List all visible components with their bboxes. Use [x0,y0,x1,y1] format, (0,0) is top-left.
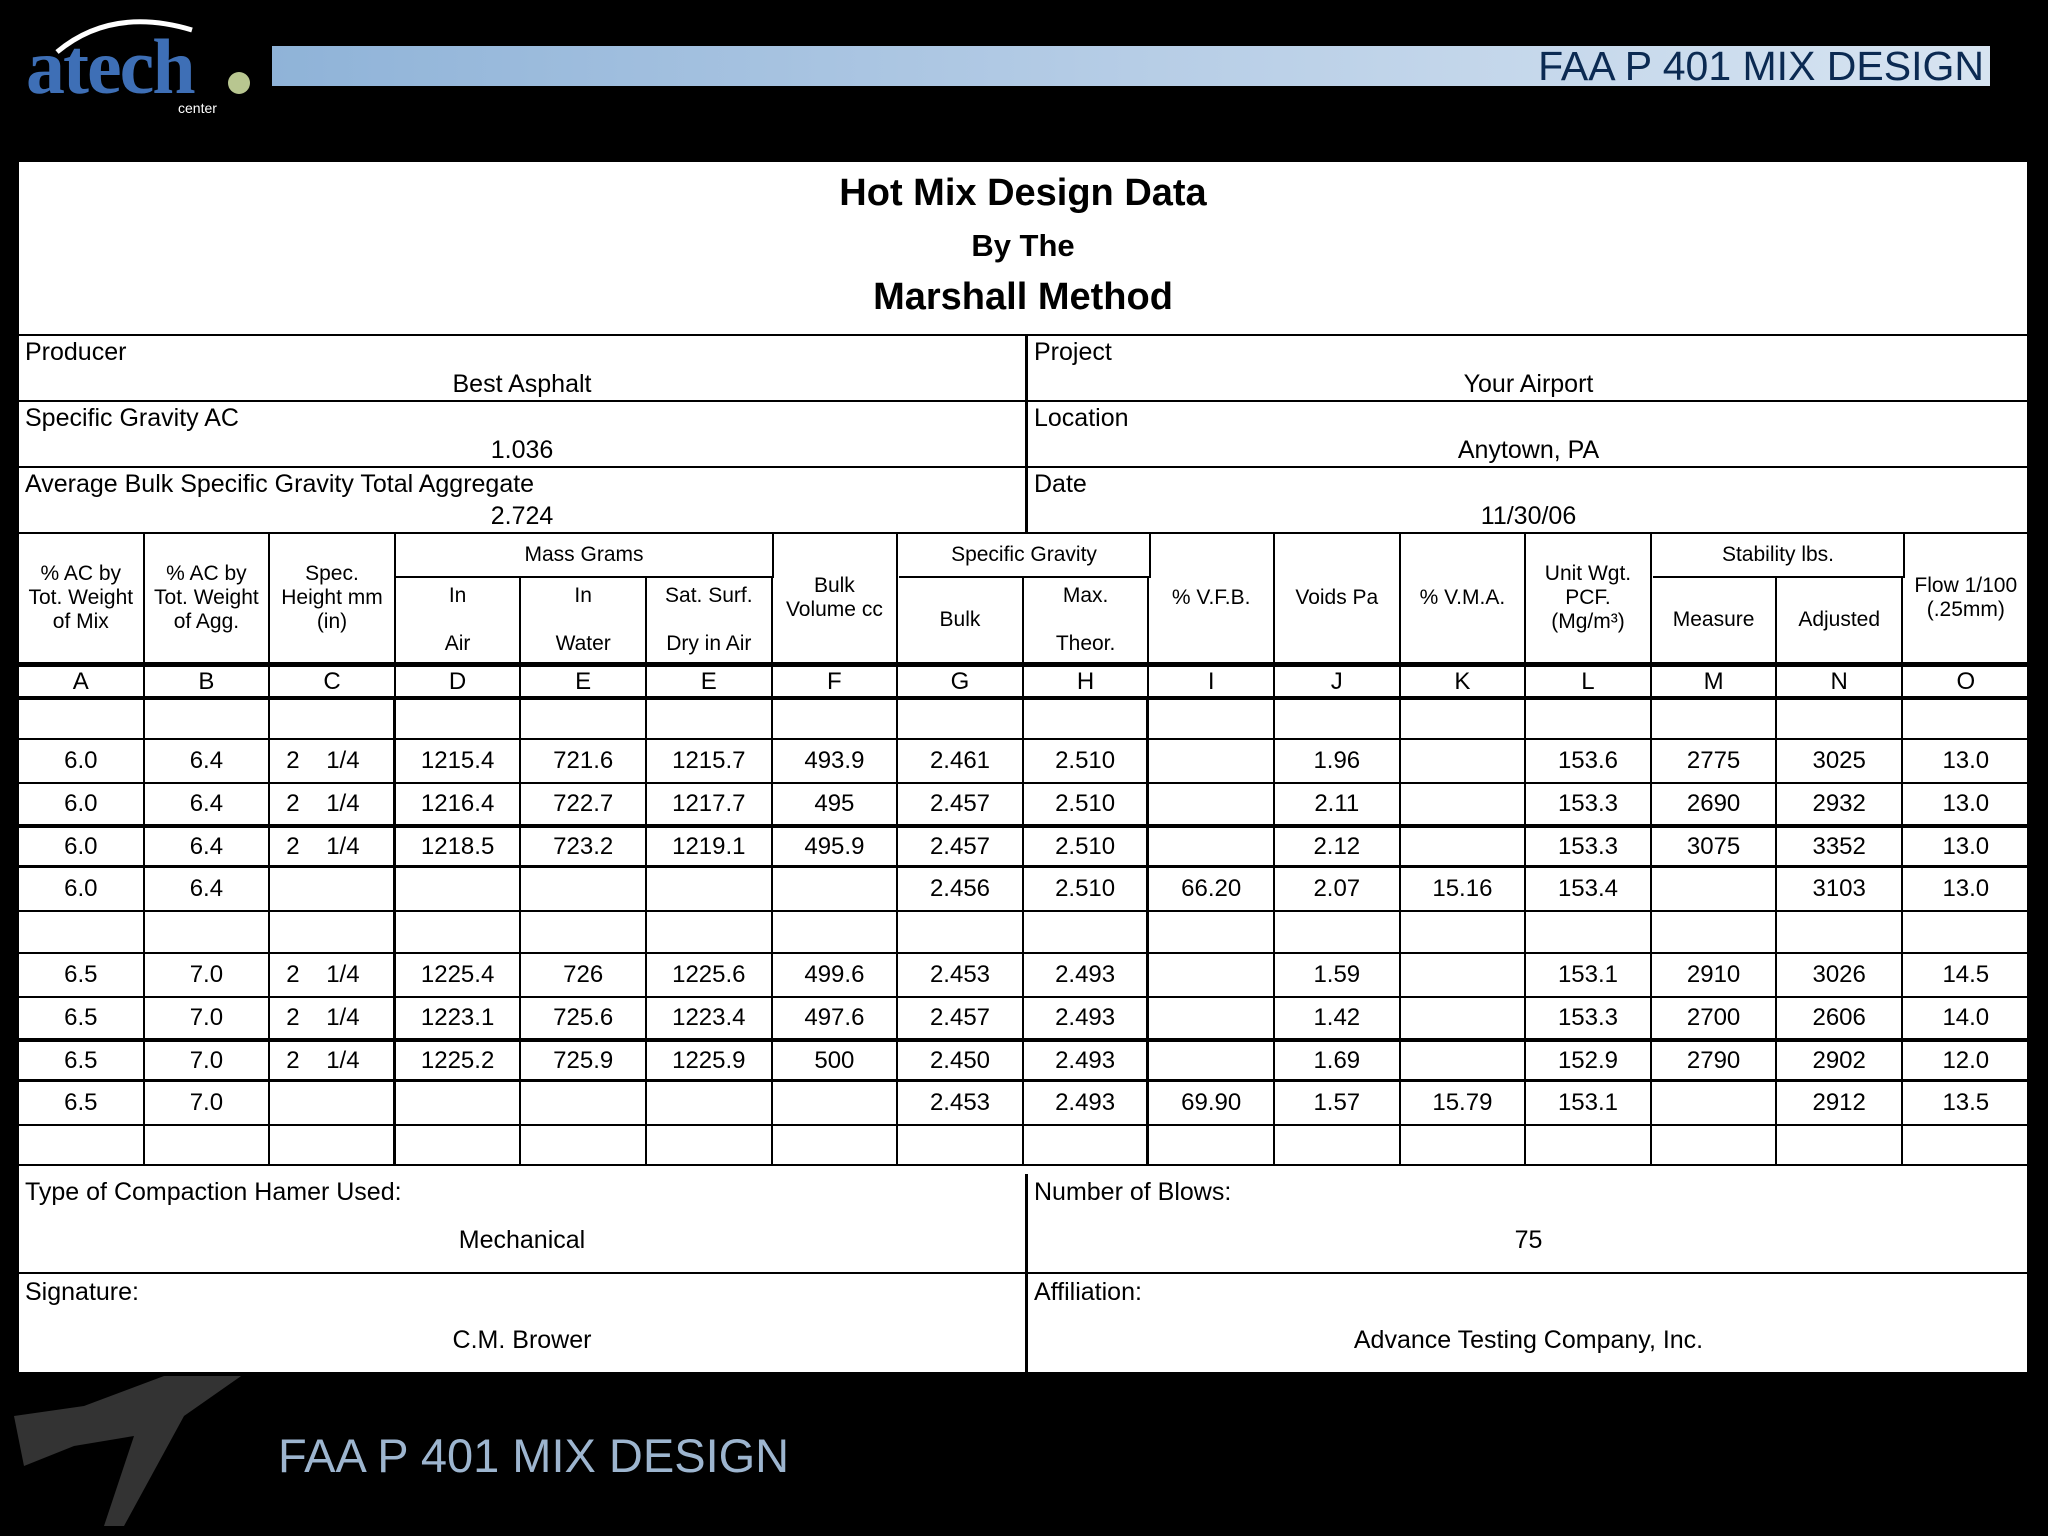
table-cell [1652,700,1778,740]
table-cell: 3075 [1652,826,1778,868]
column-header: % V.F.B. [1149,534,1275,664]
table-cell: 2 1/4 [270,784,396,826]
table-cell [1652,1126,1778,1166]
table-cell: 2.457 [898,784,1024,826]
date-label: Date [1034,470,1087,498]
table-cell [19,1126,145,1166]
table-cell [1024,1126,1150,1166]
table-cell [521,912,647,954]
column-header: Measure [1652,578,1778,664]
table-cell: 2.461 [898,740,1024,784]
location-value: Anytown, PA [1457,436,1600,464]
header-title: FAA P 401 MIX DESIGN [1538,43,1984,89]
table-cell [1149,954,1275,998]
table-cell: 3352 [1777,826,1903,868]
table-cell: 15.79 [1401,1082,1527,1126]
table-cell: 6.5 [19,1082,145,1126]
table-cell [396,1126,522,1166]
table-cell: 1.57 [1275,1082,1401,1126]
table-cell [19,912,145,954]
location-label: Location [1034,404,1129,432]
table-cell [1401,1040,1527,1082]
table-cell [1652,868,1778,912]
table-cell [145,912,271,954]
table-cell [647,1082,773,1126]
column-letter: N [1777,664,1903,700]
column-letter: M [1652,664,1778,700]
table-cell [773,868,899,912]
date-field [1025,468,2029,534]
column-header: Spec. Height mm (in) [270,534,396,664]
logo-subtext: center [178,100,217,116]
table-cell: 6.5 [19,954,145,998]
table-cell [1401,912,1527,954]
abs-field [19,468,1025,534]
table-cell [1149,826,1275,868]
table-cell [270,1126,396,1166]
date-value: 11/30/06 [1480,502,1577,530]
table-cell: 2932 [1777,784,1903,826]
shark-watermark-icon [14,1376,264,1536]
column-header: Bulk [898,578,1024,664]
table-cell [270,912,396,954]
column-header: Flow 1/100 (.25mm) [1903,534,2029,664]
table-cell: 6.4 [145,826,271,868]
table-cell [1149,784,1275,826]
affiliation-field [1025,1274,2029,1374]
table-cell: 725.9 [521,1040,647,1082]
group-header-sg: Specific Gravity [899,534,1151,578]
table-cell [647,700,773,740]
blows-field [1025,1174,2029,1274]
table-cell: 2.453 [898,954,1024,998]
table-cell [396,700,522,740]
table-cell [396,868,522,912]
table-cell: 12.0 [1903,1040,2029,1082]
table-cell [521,868,647,912]
table-cell: 495 [773,784,899,826]
compaction-field [19,1174,1025,1274]
table-cell: 1.42 [1275,998,1401,1040]
table-cell [396,912,522,954]
table-cell: 721.6 [521,740,647,784]
table-cell: 1218.5 [396,826,522,868]
table-cell [1401,998,1527,1040]
table-cell: 1215.7 [647,740,773,784]
table-cell: 2.493 [1024,954,1150,998]
table-cell [1526,1126,1652,1166]
table-cell [647,912,773,954]
footer-title: FAA P 401 MIX DESIGN [278,1429,790,1482]
signature-value: C.M. Brower [452,1326,592,1354]
producer-field [19,336,1025,402]
table-cell: 2912 [1777,1082,1903,1126]
table-cell: 6.4 [145,784,271,826]
table-cell [1526,700,1652,740]
table-cell [1275,1126,1401,1166]
table-cell [1401,826,1527,868]
table-cell [1024,700,1150,740]
table-cell [396,1082,522,1126]
table-cell: 153.3 [1526,784,1652,826]
mix-design-form [17,160,2029,1374]
table-cell [1149,740,1275,784]
column-header: Sat. Surf. Dry in Air [647,578,773,664]
column-letter: F [773,664,899,700]
table-cell [1024,912,1150,954]
table-cell: 6.0 [19,868,145,912]
sg-ac-label: Specific Gravity AC [25,404,239,432]
table-cell: 2.510 [1024,868,1150,912]
table-cell [898,1126,1024,1166]
table-cell: 2775 [1652,740,1778,784]
column-letter: L [1526,664,1652,700]
table-cell: 14.5 [1903,954,2029,998]
abs-value: 2.724 [490,502,554,530]
column-header: Unit Wgt. PCF. (Mg/m³) [1526,534,1652,664]
table-cell [773,1126,899,1166]
table-cell: 2.12 [1275,826,1401,868]
table-cell [270,868,396,912]
logo-dot-icon [228,72,250,94]
column-letter: A [19,664,145,700]
atech-logo [22,14,262,114]
table-cell: 1215.4 [396,740,522,784]
table-cell: 2.493 [1024,1082,1150,1126]
column-letter: B [145,664,271,700]
location-field [1025,402,2029,468]
column-header: % AC by Tot. Weight of Agg. [145,534,271,664]
column-letter: E [521,664,647,700]
table-cell: 2.510 [1024,784,1150,826]
table-cell [145,1126,271,1166]
affiliation-label: Affiliation: [1034,1278,1142,1306]
table-cell: 153.3 [1526,998,1652,1040]
table-cell: 1225.2 [396,1040,522,1082]
table-cell: 2.457 [898,826,1024,868]
table-cell [898,700,1024,740]
table-cell [521,1126,647,1166]
table-cell: 6.5 [19,1040,145,1082]
table-cell: 13.0 [1903,826,2029,868]
table-cell: 15.16 [1401,868,1527,912]
table-cell [1652,912,1778,954]
table-cell [270,700,396,740]
table-cell [145,700,271,740]
table-cell: 7.0 [145,1040,271,1082]
compaction-label: Type of Compaction Hamer Used: [25,1178,402,1206]
header-bar [272,43,1990,89]
table-cell: 66.20 [1149,868,1275,912]
column-header: In Air [396,578,522,664]
table-cell: 153.6 [1526,740,1652,784]
table-cell: 2.493 [1024,998,1150,1040]
table-cell: 1219.1 [647,826,773,868]
form-subtitle: By The [971,228,1075,263]
column-letter: H [1024,664,1150,700]
table-cell: 14.0 [1903,998,2029,1040]
table-cell [773,700,899,740]
table-cell [1275,700,1401,740]
column-header: Adjusted [1777,578,1903,664]
table-cell: 1.96 [1275,740,1401,784]
column-letter: O [1903,664,2029,700]
table-cell [1149,998,1275,1040]
project-field [1025,336,2029,402]
signature-label: Signature: [25,1278,139,1306]
table-cell: 499.6 [773,954,899,998]
table-cell: 2.510 [1024,826,1150,868]
group-header-stability: Stability lbs. [1653,534,1905,578]
table-cell: 69.90 [1149,1082,1275,1126]
signature-field [19,1274,1025,1374]
table-cell: 722.7 [521,784,647,826]
table-cell: 6.0 [19,826,145,868]
table-cell: 2790 [1652,1040,1778,1082]
column-letter: D [396,664,522,700]
column-letter: K [1401,664,1527,700]
table-cell [1903,912,2029,954]
blows-value: 75 [1514,1226,1543,1254]
table-cell: 2700 [1652,998,1778,1040]
form-method: Marshall Method [873,276,1173,318]
table-cell: 1223.4 [647,998,773,1040]
table-cell [1149,700,1275,740]
form-title-block [19,162,2027,336]
table-cell: 1225.6 [647,954,773,998]
column-letter: G [898,664,1024,700]
table-cell [270,1082,396,1126]
table-cell [1401,784,1527,826]
table-cell [1149,1126,1275,1166]
table-cell: 153.3 [1526,826,1652,868]
table-cell: 3026 [1777,954,1903,998]
column-letter: C [270,664,396,700]
table-cell: 2606 [1777,998,1903,1040]
table-cell: 1223.1 [396,998,522,1040]
table-cell: 1225.9 [647,1040,773,1082]
table-cell: 726 [521,954,647,998]
table-cell: 1216.4 [396,784,522,826]
table-cell: 723.2 [521,826,647,868]
logo-wordmark: atech [26,23,194,110]
table-cell: 495.9 [773,826,899,868]
blows-label: Number of Blows: [1034,1178,1232,1206]
table-cell: 152.9 [1526,1040,1652,1082]
table-cell: 3103 [1777,868,1903,912]
table-cell [773,1082,899,1126]
table-cell: 6.0 [19,740,145,784]
table-cell [1777,700,1903,740]
table-cell: 2902 [1777,1040,1903,1082]
abs-label: Average Bulk Specific Gravity Total Aggregate [25,470,535,498]
table-cell: 1.59 [1275,954,1401,998]
table-cell: 2.07 [1275,868,1401,912]
table-cell: 13.5 [1903,1082,2029,1126]
table-cell: 2.453 [898,1082,1024,1126]
table-cell [1149,912,1275,954]
table-cell [521,1082,647,1126]
table-cell: 6.4 [145,740,271,784]
table-cell [1777,912,1903,954]
table-cell: 153.1 [1526,1082,1652,1126]
table-cell: 7.0 [145,1082,271,1126]
table-cell: 2 1/4 [270,740,396,784]
table-cell: 493.9 [773,740,899,784]
table-cell: 1217.7 [647,784,773,826]
table-cell: 2.457 [898,998,1024,1040]
column-letter: I [1149,664,1275,700]
project-label: Project [1034,338,1112,366]
table-cell: 7.0 [145,954,271,998]
group-header-mass: Mass Grams [396,534,774,578]
table-cell: 13.0 [1903,784,2029,826]
table-cell [647,1126,773,1166]
table-cell: 153.4 [1526,868,1652,912]
table-cell: 3025 [1777,740,1903,784]
table-cell: 13.0 [1903,740,2029,784]
table-cell [1401,1126,1527,1166]
form-title: Hot Mix Design Data [839,172,1207,214]
table-cell: 13.0 [1903,868,2029,912]
sg-ac-field [19,402,1025,468]
table-cell: 6.5 [19,998,145,1040]
table-cell [898,912,1024,954]
column-header: Bulk Volume cc [773,534,899,664]
table-cell: 2.450 [898,1040,1024,1082]
table-cell [1149,1040,1275,1082]
table-cell: 2 1/4 [270,826,396,868]
table-cell: 1.69 [1275,1040,1401,1082]
column-header: % AC by Tot. Weight of Mix [19,534,145,664]
project-value: Your Airport [1463,370,1594,398]
compaction-value: Mechanical [458,1226,586,1254]
table-cell: 2690 [1652,784,1778,826]
table-cell [1401,954,1527,998]
sg-ac-value: 1.036 [490,436,554,464]
table-cell [521,700,647,740]
column-letter: E [647,664,773,700]
producer-value: Best Asphalt [452,370,592,398]
column-header: Max. Theor. [1024,578,1150,664]
column-header: % V.M.A. [1401,534,1527,664]
table-cell [647,868,773,912]
table-cell: 2.11 [1275,784,1401,826]
table-cell [1652,1082,1778,1126]
affiliation-value: Advance Testing Company, Inc. [1353,1326,1704,1354]
table-cell [1777,1126,1903,1166]
table-cell [1401,700,1527,740]
table-cell: 2.493 [1024,1040,1150,1082]
table-cell [1275,912,1401,954]
table-cell: 725.6 [521,998,647,1040]
table-cell: 2910 [1652,954,1778,998]
table-cell [1903,1126,2029,1166]
column-header: In Water [521,578,647,664]
table-cell: 500 [773,1040,899,1082]
table-cell [1903,700,2029,740]
column-letter: J [1275,664,1401,700]
table-cell: 6.0 [19,784,145,826]
table-cell: 2 1/4 [270,1040,396,1082]
table-cell: 7.0 [145,998,271,1040]
table-cell: 2 1/4 [270,954,396,998]
table-cell [1401,740,1527,784]
table-cell: 6.4 [145,868,271,912]
table-cell: 2 1/4 [270,998,396,1040]
table-cell: 153.1 [1526,954,1652,998]
table-cell [19,700,145,740]
column-header: Voids Pa [1275,534,1401,664]
table-cell: 497.6 [773,998,899,1040]
table-cell: 2.510 [1024,740,1150,784]
table-cell: 1225.4 [396,954,522,998]
table-cell [1526,912,1652,954]
table-cell: 2.456 [898,868,1024,912]
producer-label: Producer [25,338,127,366]
table-cell [773,912,899,954]
